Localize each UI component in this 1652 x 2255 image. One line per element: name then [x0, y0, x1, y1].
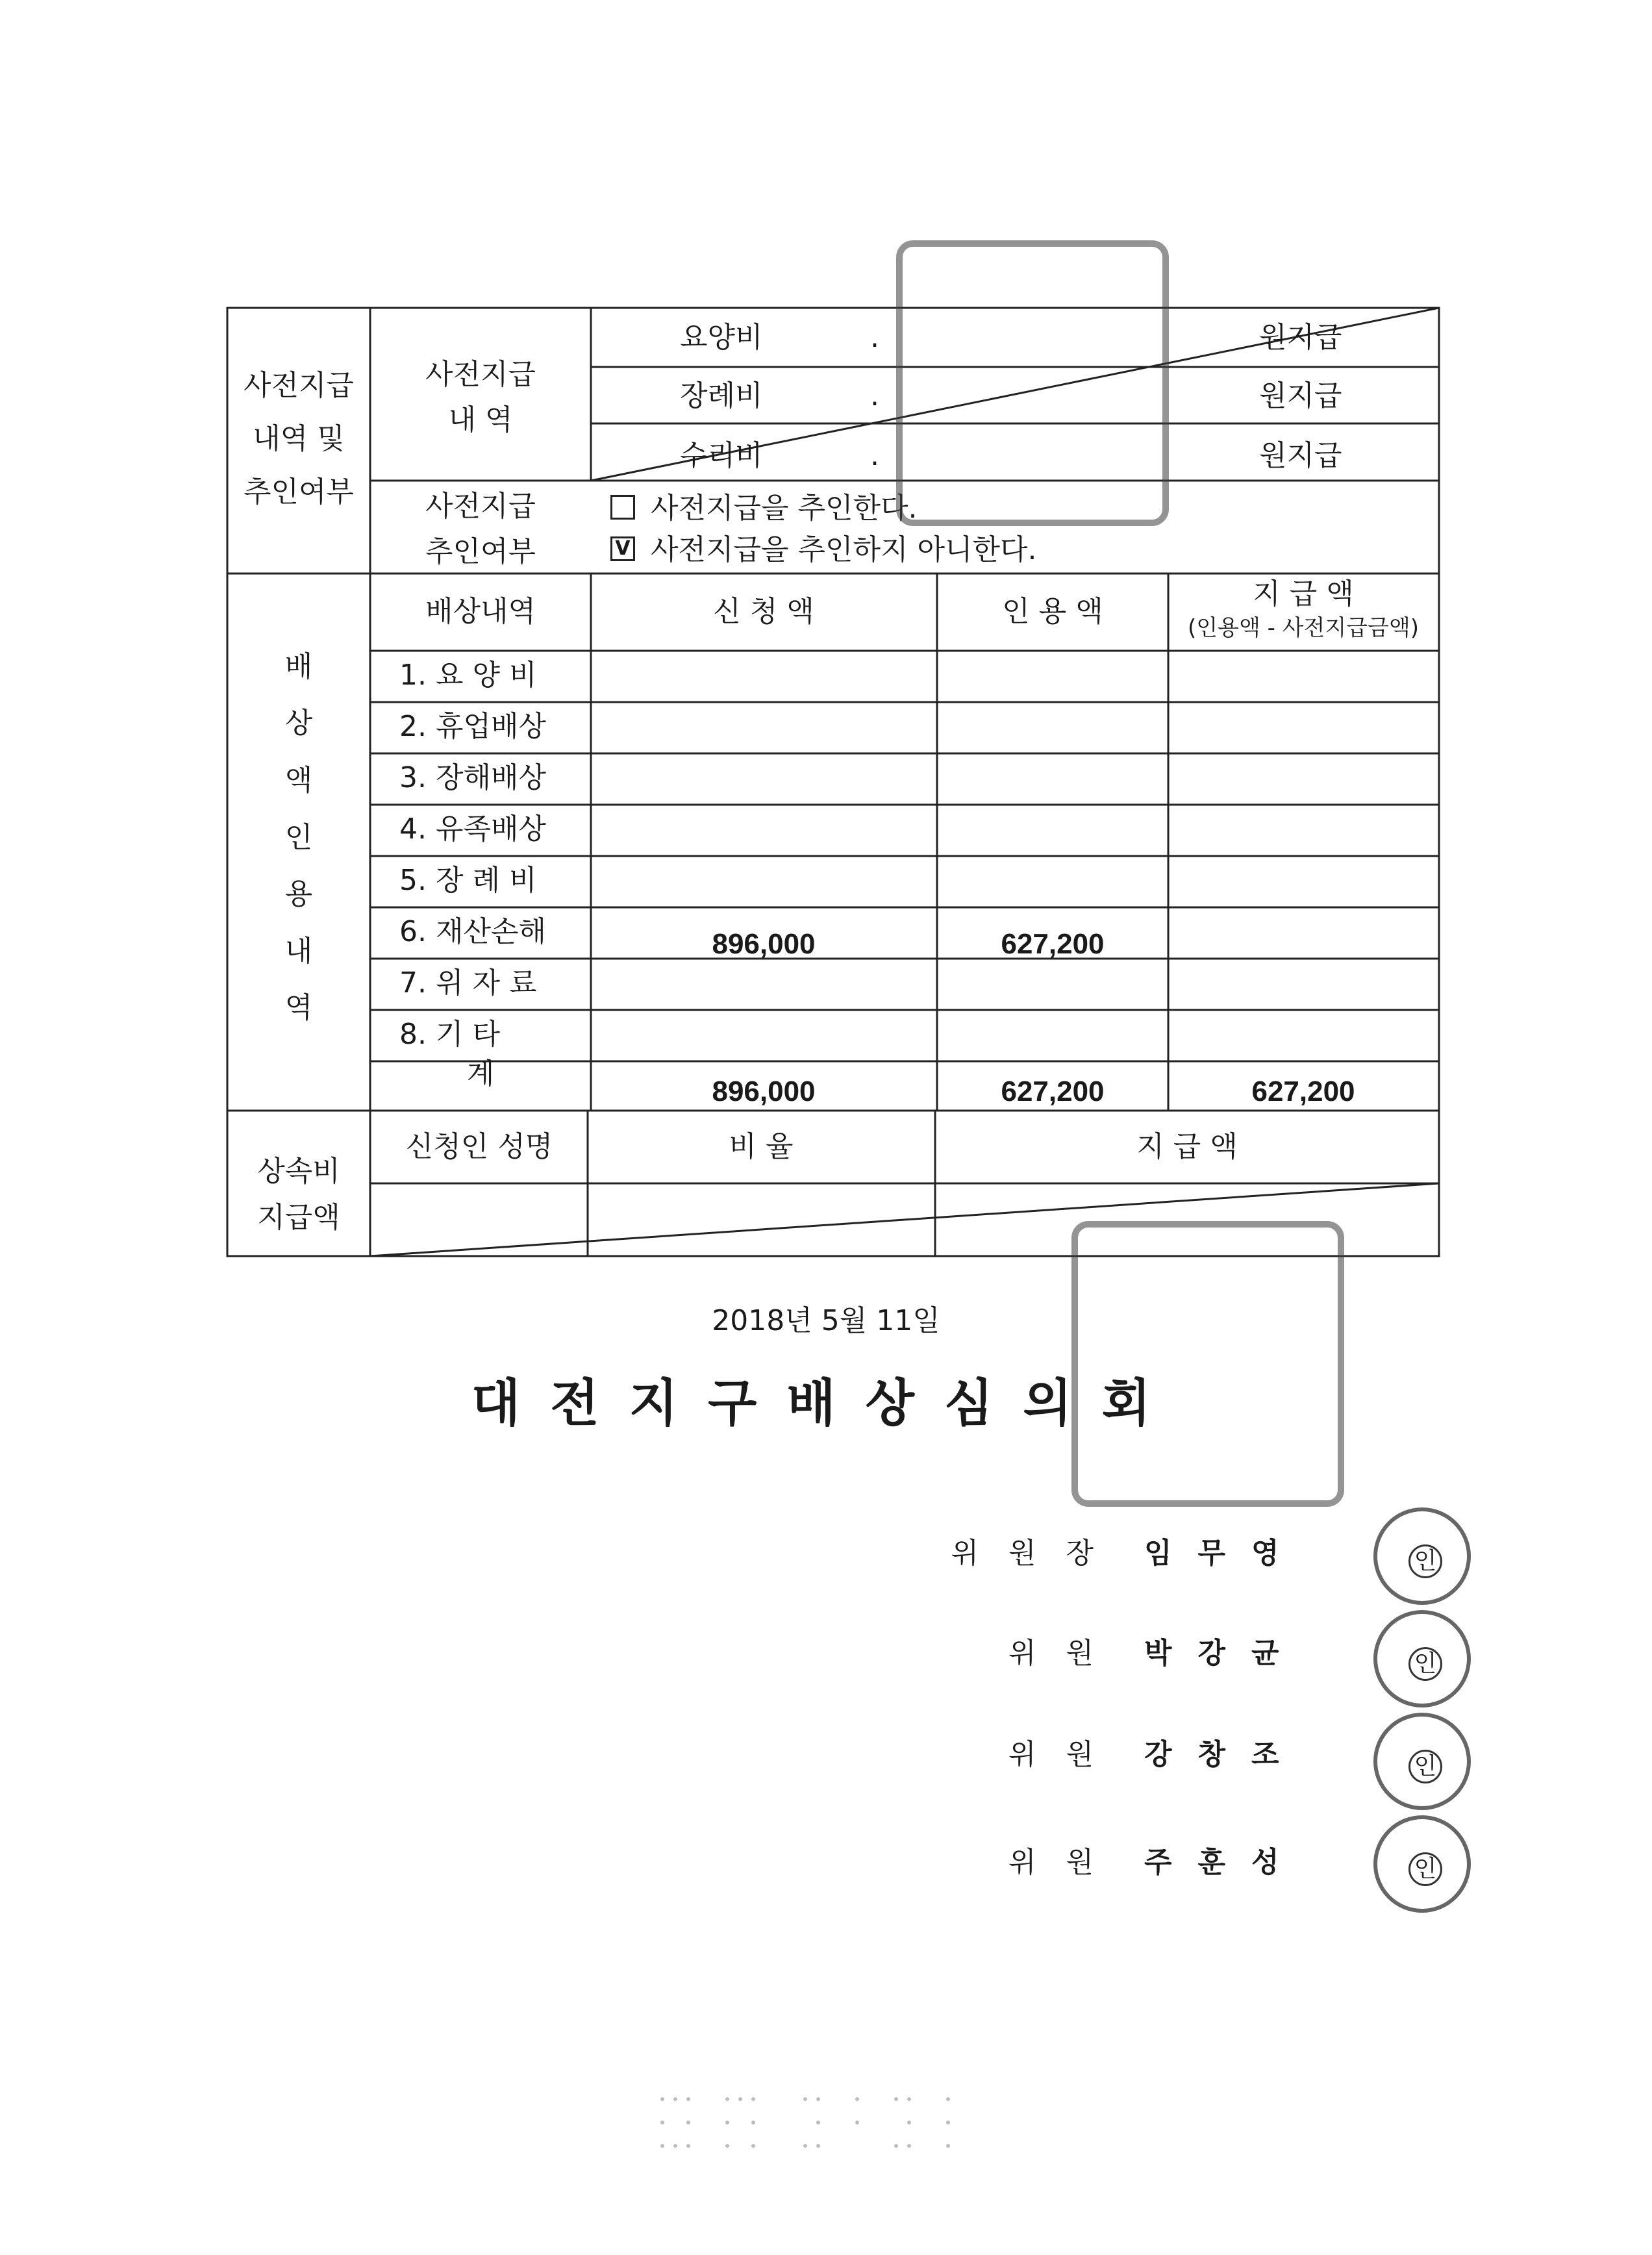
advance-item-suffix: 원지급 — [1259, 379, 1342, 412]
row-label: 2. 휴업배상 — [399, 710, 546, 743]
member-name: 주훈성 — [1144, 1846, 1305, 1879]
section-char: 상 — [284, 707, 313, 740]
row-label: 4. 유족배상 — [399, 813, 546, 846]
advance-label-line1: 사전지급 — [243, 369, 355, 402]
seal-mark: 인 — [1408, 1852, 1442, 1886]
row-label: 1. 요 양 비 — [399, 659, 537, 692]
advance-item-name: 장례비 — [680, 379, 763, 412]
row-label: 7. 위 자 료 — [399, 966, 537, 1000]
row-label: 3. 장해배상 — [399, 761, 546, 794]
header-paid-note: (인용액 - 사전지급금액) — [1187, 615, 1420, 641]
total-paid: 627,200 — [1251, 1076, 1355, 1107]
ratify-label-2: 추인여부 — [425, 535, 536, 568]
advance-item-dot: . — [870, 379, 879, 412]
member-name: 강창조 — [1144, 1738, 1305, 1771]
not-ratify-checkbox[interactable]: V — [610, 536, 635, 561]
row-approved: 627,200 — [1001, 928, 1105, 960]
document-date: 2018년 5월 11일 — [712, 1304, 940, 1337]
seal-mark: 인 — [1408, 1544, 1442, 1578]
inheritance-label-2: 지급액 — [257, 1201, 340, 1234]
header-approved: 인 용 액 — [1002, 595, 1103, 628]
advance-item-suffix: 원지급 — [1259, 439, 1342, 472]
committee-name: 대전지구배상심의회 — [471, 1374, 1181, 1433]
row-label: 6. 재산손해 — [399, 915, 546, 948]
advance-item-dot: . — [870, 321, 879, 354]
seal-mark: 인 — [1408, 1647, 1442, 1681]
inheritance-col-amount: 지 급 액 — [1136, 1130, 1238, 1163]
advance-detail-label-2: 내 역 — [448, 403, 513, 436]
section-char: 내 — [284, 935, 313, 968]
row-claimed: 896,000 — [712, 928, 816, 960]
member-role: 위 원 장 — [951, 1537, 1104, 1570]
section-char: 역 — [284, 991, 313, 1024]
section-char: 인 — [284, 821, 313, 854]
inheritance-col-name: 신청인 성명 — [405, 1130, 553, 1163]
member-role: 위 원 — [1008, 1637, 1104, 1670]
inheritance-col-ratio: 비 율 — [729, 1130, 794, 1163]
member-role: 위 원 — [1008, 1846, 1104, 1879]
advance-item-dot: . — [870, 439, 879, 472]
member-name: 박강균 — [1144, 1637, 1305, 1670]
total-label: 계 — [466, 1057, 495, 1090]
advance-item-suffix: 원지급 — [1259, 321, 1342, 354]
advance-label-line2: 내역 및 — [253, 422, 345, 455]
header-item: 배상내역 — [425, 595, 536, 628]
section-char: 배 — [284, 650, 313, 683]
total-claimed: 896,000 — [712, 1076, 816, 1107]
total-approved: 627,200 — [1001, 1076, 1105, 1107]
advance-item-name: 요양비 — [680, 321, 763, 354]
header-paid: 지 급 액 — [1253, 577, 1354, 611]
section-char: 액 — [284, 764, 313, 797]
inheritance-label-1: 상속비 — [257, 1155, 340, 1188]
ratify-option-label: 사전지급을 추인한다. — [651, 492, 918, 525]
member-name: 임무영 — [1144, 1537, 1305, 1570]
advance-label-line3: 추인여부 — [243, 475, 355, 509]
member-role: 위 원 — [1008, 1738, 1104, 1771]
advance-item-name: 수리비 — [680, 439, 763, 472]
row-label: 5. 장 례 비 — [399, 864, 537, 897]
seal-mark: 인 — [1408, 1750, 1442, 1783]
not-ratify-option-label: 사전지급을 추인하지 아니한다. — [651, 533, 1037, 566]
ratify-label-1: 사전지급 — [425, 490, 536, 523]
row-label: 8. 기 타 — [399, 1018, 500, 1051]
header-claimed: 신 청 액 — [713, 595, 814, 628]
advance-detail-label-1: 사전지급 — [425, 358, 536, 391]
section-char: 용 — [284, 877, 313, 911]
